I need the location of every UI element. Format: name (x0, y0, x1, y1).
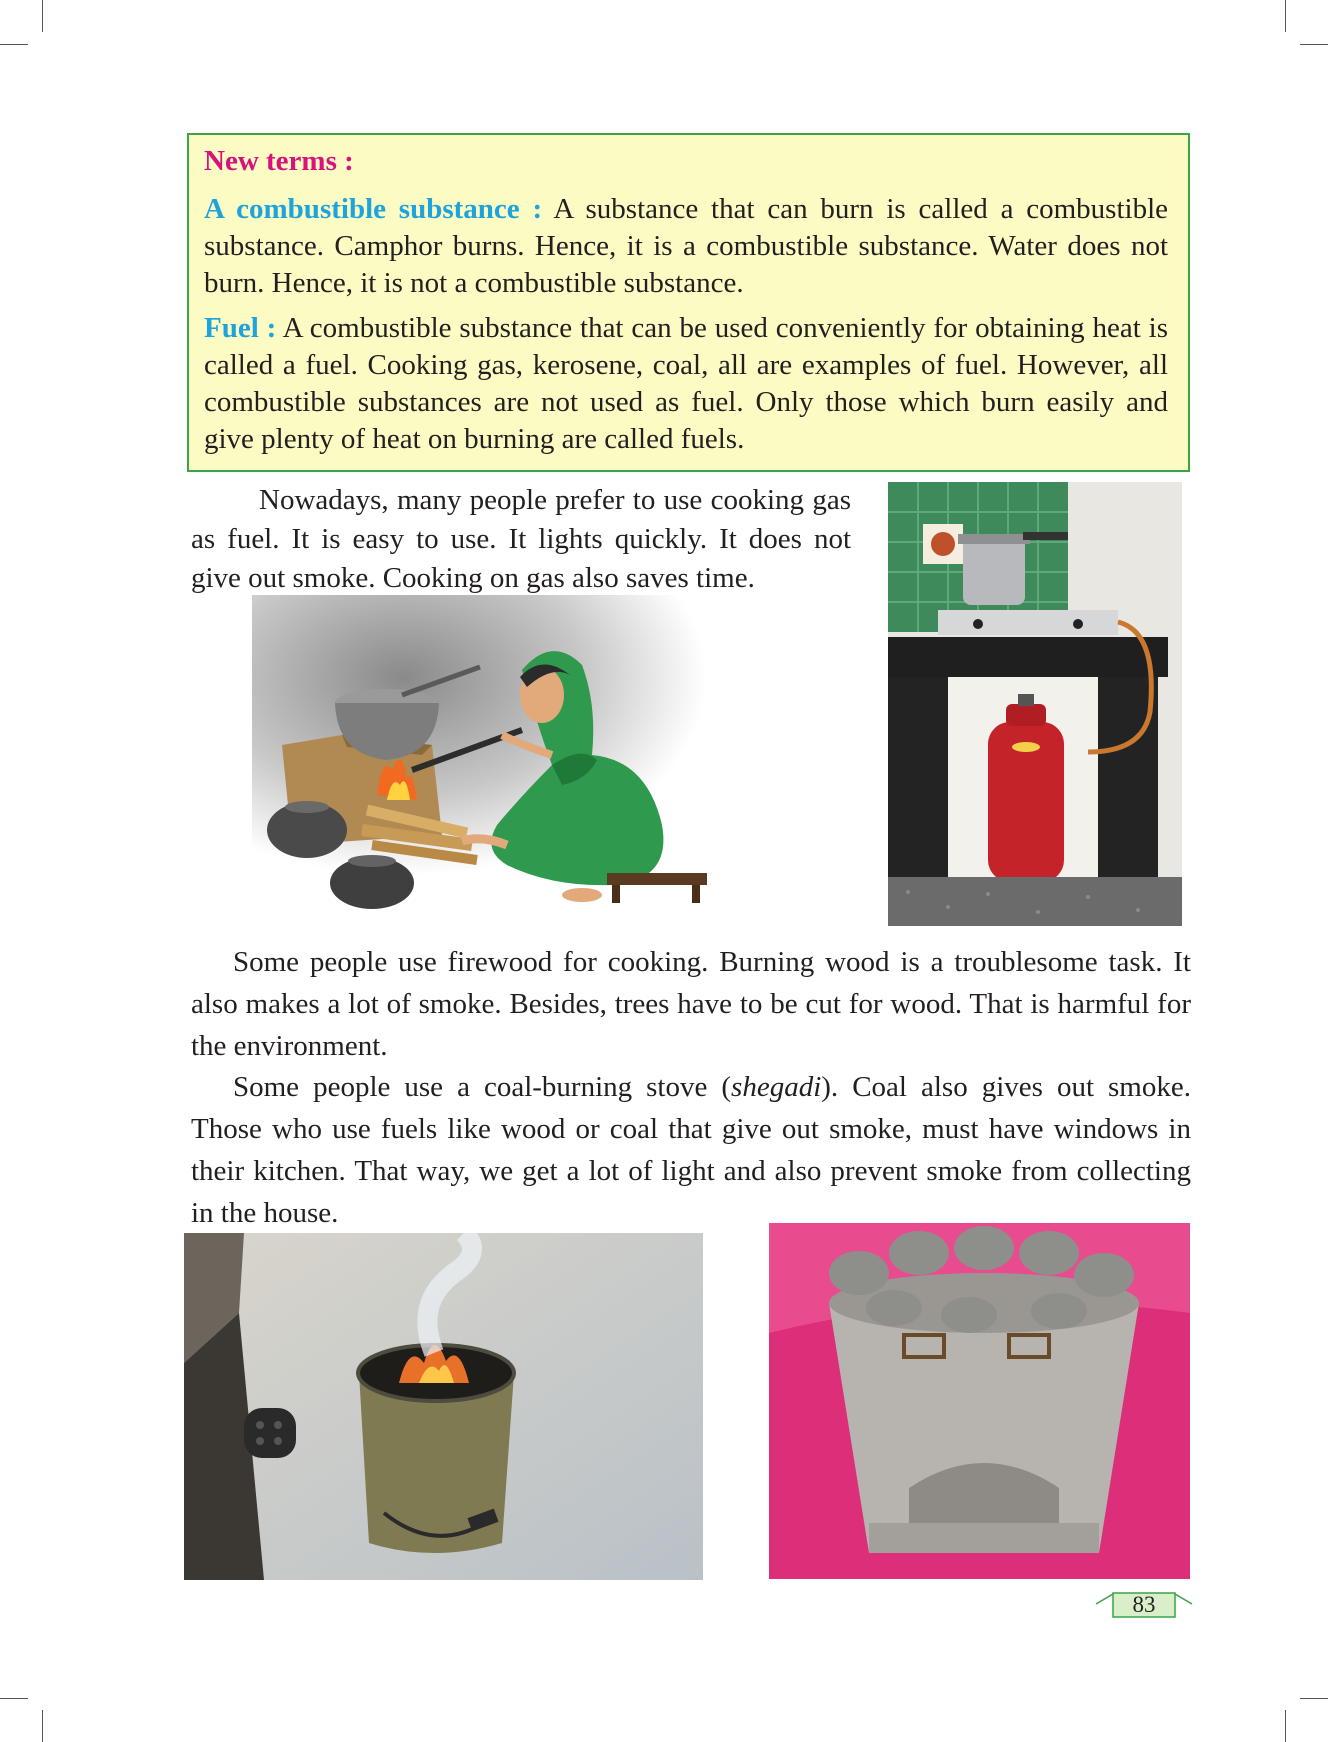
crop-mark (1285, 0, 1286, 32)
new-terms-title: New terms : (204, 145, 354, 177)
coal-paragraph (191, 1066, 1191, 1234)
gas-stove-cylinder-photo (888, 482, 1182, 926)
crop-mark (0, 1698, 28, 1699)
fuel-definition-text: A combustible substance that can be used conveniently for obtaining heat is called a fuel. Cooking gas, kerosene, coal, all are examples of fuel. However, all combustible substances are not used as fuel. Only those which burn easily and give plenty of heat on burning are called fuels. (204, 312, 1168, 455)
combustible-definition (204, 191, 1168, 302)
page-number-tab (1096, 1590, 1192, 1618)
crop-mark (1300, 44, 1328, 45)
crop-mark (1285, 1710, 1286, 1742)
crop-mark (0, 44, 28, 45)
new-terms-box (187, 133, 1190, 472)
coal-text-after: ). Coal also gives out smoke. Those who use fuels like wood or coal that give out smoke, must have windows in their kitchen. That way, we get a lot of light and also prevent smoke from collecting in the house. (191, 1071, 1191, 1229)
coal-text-before: Some people use a coal-burning stove ( (233, 1071, 732, 1103)
fuel-term: Fuel : (204, 312, 277, 344)
shegadi-word: shegadi (731, 1071, 822, 1103)
crop-mark (42, 1710, 43, 1742)
gas-paragraph: Nowadays, many people prefer to use cooking gas as fuel. It is easy to use. It lights quickly. It does not give out smoke. Cooking on gas also saves time. (191, 484, 851, 594)
woman-cooking-firewood-illustration (252, 595, 757, 925)
combustible-term: A combustible substance : (204, 193, 543, 225)
crop-mark (42, 0, 43, 32)
burning-coal-stove-photo (184, 1233, 703, 1580)
fuel-definition (204, 310, 1168, 458)
crop-mark (1300, 1698, 1328, 1699)
page-number: 83 (1132, 1592, 1156, 1617)
combustible-definition-text: A substance that can burn is called a combustible substance. Camphor burns. Hence, it is a combustible substance. Water does not burn. Hence, it is not a combustible substance. (204, 193, 1169, 299)
firewood-paragraph: Some people use firewood for cooking. Burning wood is a troublesome task. It also makes a lot of smoke. Besides, trees have to be cut for wood. That is harmful for the environment. (191, 946, 1191, 1062)
shegadi-bucket-stove-photo (769, 1223, 1190, 1579)
